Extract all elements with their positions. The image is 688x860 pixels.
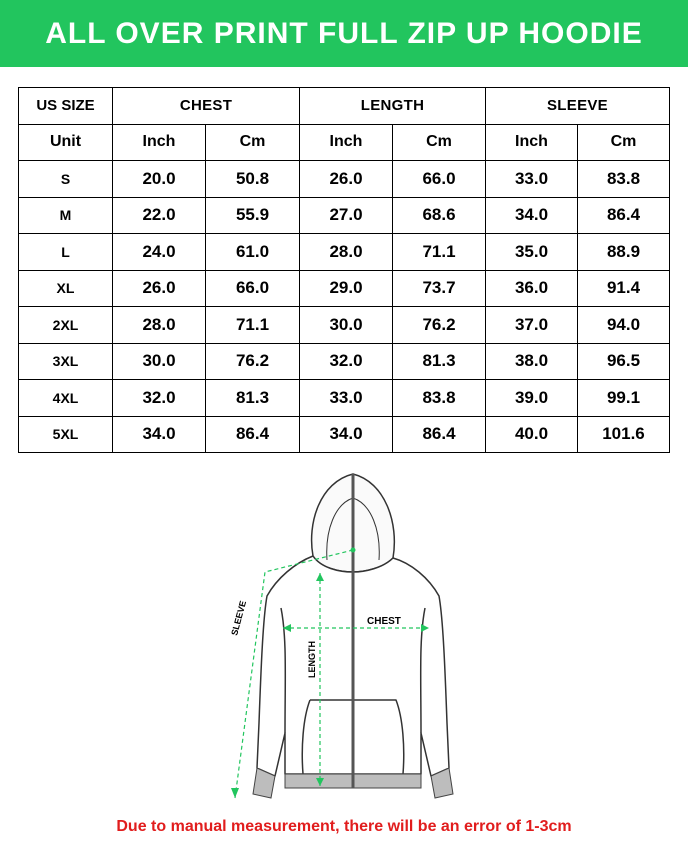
measurement-cell: 73.7 (393, 270, 486, 307)
measurement-cell: 71.1 (393, 234, 486, 271)
us-size-header: US SIZE (19, 88, 113, 125)
measurement-cell: 83.8 (578, 161, 670, 198)
unit-cell: Inch (113, 124, 206, 161)
measurement-cell: 34.0 (300, 416, 393, 453)
size-label: 5XL (19, 416, 113, 453)
size-chart-table (18, 87, 670, 453)
table-row (19, 307, 670, 344)
measurement-cell: 83.8 (393, 380, 486, 417)
measurement-cell: 86.4 (578, 197, 670, 234)
table-row (19, 234, 670, 271)
table-row (19, 161, 670, 198)
measurement-cell: 26.0 (113, 270, 206, 307)
measurement-cell: 32.0 (113, 380, 206, 417)
measurement-cell: 26.0 (300, 161, 393, 198)
table-row (19, 343, 670, 380)
measurement-cell: 94.0 (578, 307, 670, 344)
measurement-cell: 32.0 (300, 343, 393, 380)
unit-cell: Cm (393, 124, 486, 161)
measurement-error-note: Due to manual measurement, there will be an error of 1-3cm (116, 818, 572, 835)
page-title: ALL OVER PRINT FULL ZIP UP HOODIE (45, 16, 643, 50)
measurement-cell: 30.0 (300, 307, 393, 344)
chest-measure-label: CHEST (367, 616, 401, 627)
measurement-cell: 20.0 (113, 161, 206, 198)
measurement-cell: 55.9 (206, 197, 300, 234)
measurement-cell: 33.0 (300, 380, 393, 417)
measurement-cell: 24.0 (113, 234, 206, 271)
measurement-cell: 50.8 (206, 161, 300, 198)
table-row (19, 380, 670, 417)
size-label: XL (19, 270, 113, 307)
measurement-cell: 34.0 (486, 197, 578, 234)
measurement-cell: 88.9 (578, 234, 670, 271)
measurement-cell: 29.0 (300, 270, 393, 307)
hoodie-diagram (215, 468, 475, 816)
unit-cell: Cm (206, 124, 300, 161)
measurement-cell: 22.0 (113, 197, 206, 234)
measurement-cell: 28.0 (300, 234, 393, 271)
unit-cell: Inch (486, 124, 578, 161)
unit-label: Unit (19, 124, 113, 161)
length-header: LENGTH (300, 88, 486, 125)
measurement-cell: 40.0 (486, 416, 578, 453)
measurement-cell: 99.1 (578, 380, 670, 417)
sleeve-header: SLEEVE (486, 88, 670, 125)
unit-cell: Cm (578, 124, 670, 161)
measurement-cell: 36.0 (486, 270, 578, 307)
measurement-cell: 33.0 (486, 161, 578, 198)
measurement-cell: 86.4 (206, 416, 300, 453)
unit-row (19, 124, 670, 161)
measurement-cell: 71.1 (206, 307, 300, 344)
measurement-cell: 27.0 (300, 197, 393, 234)
measurement-cell: 35.0 (486, 234, 578, 271)
measurement-cell: 76.2 (393, 307, 486, 344)
size-label: 3XL (19, 343, 113, 380)
table-row (19, 416, 670, 453)
measurement-cell: 68.6 (393, 197, 486, 234)
size-label: S (19, 161, 113, 198)
table-header-row (19, 88, 670, 125)
measurement-cell: 86.4 (393, 416, 486, 453)
table-row (19, 270, 670, 307)
size-label: 4XL (19, 380, 113, 417)
measurement-cell: 39.0 (486, 380, 578, 417)
table-row (19, 197, 670, 234)
size-label: M (19, 197, 113, 234)
measurement-cell: 30.0 (113, 343, 206, 380)
measurement-cell: 34.0 (113, 416, 206, 453)
sleeve-measure-label: SLEEVE (229, 599, 249, 637)
measurement-cell: 61.0 (206, 234, 300, 271)
measurement-cell: 96.5 (578, 343, 670, 380)
length-measure-label: LENGTH (307, 641, 317, 678)
measurement-cell: 37.0 (486, 307, 578, 344)
measurement-cell: 81.3 (393, 343, 486, 380)
measurement-cell: 101.6 (578, 416, 670, 453)
measurement-cell: 91.4 (578, 270, 670, 307)
measurement-cell: 38.0 (486, 343, 578, 380)
size-label: L (19, 234, 113, 271)
measurement-cell: 76.2 (206, 343, 300, 380)
size-label: 2XL (19, 307, 113, 344)
unit-cell: Inch (300, 124, 393, 161)
measurement-cell: 66.0 (206, 270, 300, 307)
measurement-cell: 66.0 (393, 161, 486, 198)
measurement-cell: 28.0 (113, 307, 206, 344)
title-banner (0, 0, 688, 67)
measurement-cell: 81.3 (206, 380, 300, 417)
chest-header: CHEST (113, 88, 300, 125)
